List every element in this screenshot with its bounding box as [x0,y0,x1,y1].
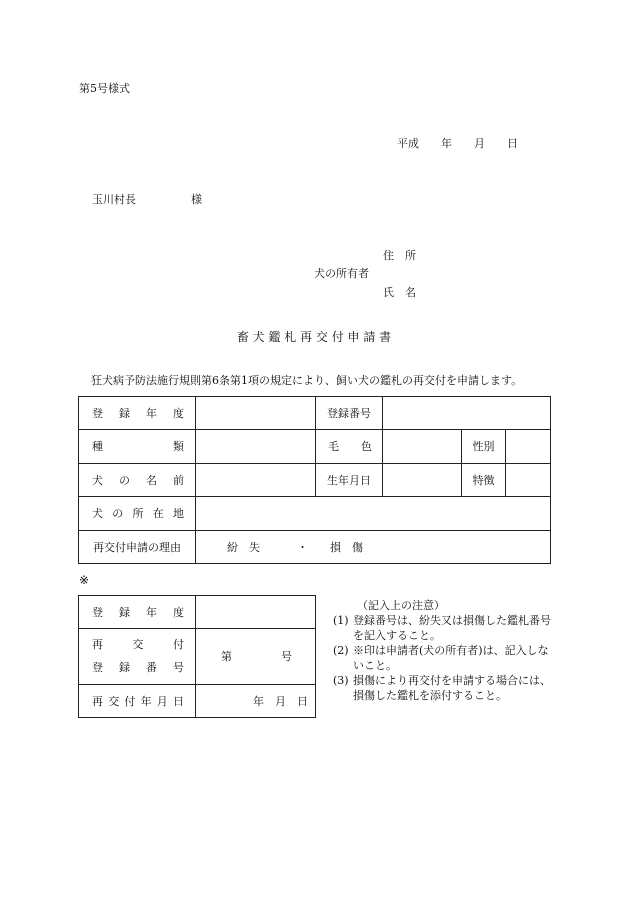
reason-separator: ・ [297,540,308,554]
reissue-date-field [196,685,315,717]
address-label: 住 所 [383,249,416,262]
reason-field [196,531,550,563]
document-title: 畜 犬 鑑 札 再 交 付 申 請 書 [236,330,392,344]
office-registration-year-field [196,596,315,628]
coat-color-field[interactable] [383,430,461,463]
reissue-date-label: 再 交 付 年 月 日 [92,694,184,708]
body-text: 狂犬病予防法施行規則第6条第1項の規定により、飼い犬の鑑札の再交付を申請します。 [91,374,523,387]
dog-location-field[interactable] [196,497,550,530]
note-item: (3) 損傷により再交付を申請する場合には、損傷した鑑札を添付すること。 [333,674,551,702]
name-label: 氏 名 [383,286,416,299]
features-field[interactable] [506,464,550,496]
dog-name-label: 犬 の 名 前 [92,473,184,487]
reissue-date-value: 年 月 日 [253,694,308,708]
table-line [78,717,316,718]
office-registration-year-label: 登 録 年 度 [92,605,184,619]
birth-date-field[interactable] [383,464,461,496]
date-line: 平成 年 月 日 [397,137,518,150]
table-line [78,595,79,718]
form-number: 第5号様式 [79,82,130,95]
table-line [550,396,551,564]
reason-label: 再交付申請の理由 [93,540,181,554]
type-label: 種 類 [92,440,184,453]
office-use-mark: ※ [79,573,90,587]
reissue-number-field [196,629,315,684]
features-label: 特徴 [472,473,495,487]
reissue-registration-number-label: 登 録 番 号 [92,660,184,674]
sex-label: 性別 [472,440,495,453]
type-field[interactable] [196,430,315,463]
reason-damaged-option[interactable]: 損 傷 [330,540,363,554]
owner-label: 犬の所有者 [314,267,369,280]
notes [333,598,553,703]
note-item: (2) ※印は申請者(犬の所有者)は、記入しないこと。 [333,644,549,672]
note-item: (1) 登録番号は、紛失又は損傷した鑑札番号を記入すること。 [333,614,551,642]
birth-date-label: 生年月日 [327,473,371,487]
registration-year-field[interactable] [196,397,315,429]
registration-number-label: 登録番号 [327,406,371,420]
number-prefix: 第 [221,650,232,663]
coat-color-label: 毛 色 [328,440,372,453]
dog-location-label: 犬 の 所 在 地 [92,507,184,520]
number-suffix: 号 [281,650,292,663]
reason-lost-option[interactable]: 紛 失 [227,540,260,554]
registration-year-label: 登 録 年 度 [92,406,184,420]
notes-title: （記入上の注意） [357,599,445,612]
addressee: 玉川村長 様 [92,193,202,206]
table-line [315,595,316,718]
sex-field[interactable] [506,430,550,463]
reissue-label: 再 交 付 [92,637,184,651]
dog-name-field[interactable] [196,464,315,496]
table-line [78,563,551,564]
registration-number-field[interactable] [383,397,550,429]
